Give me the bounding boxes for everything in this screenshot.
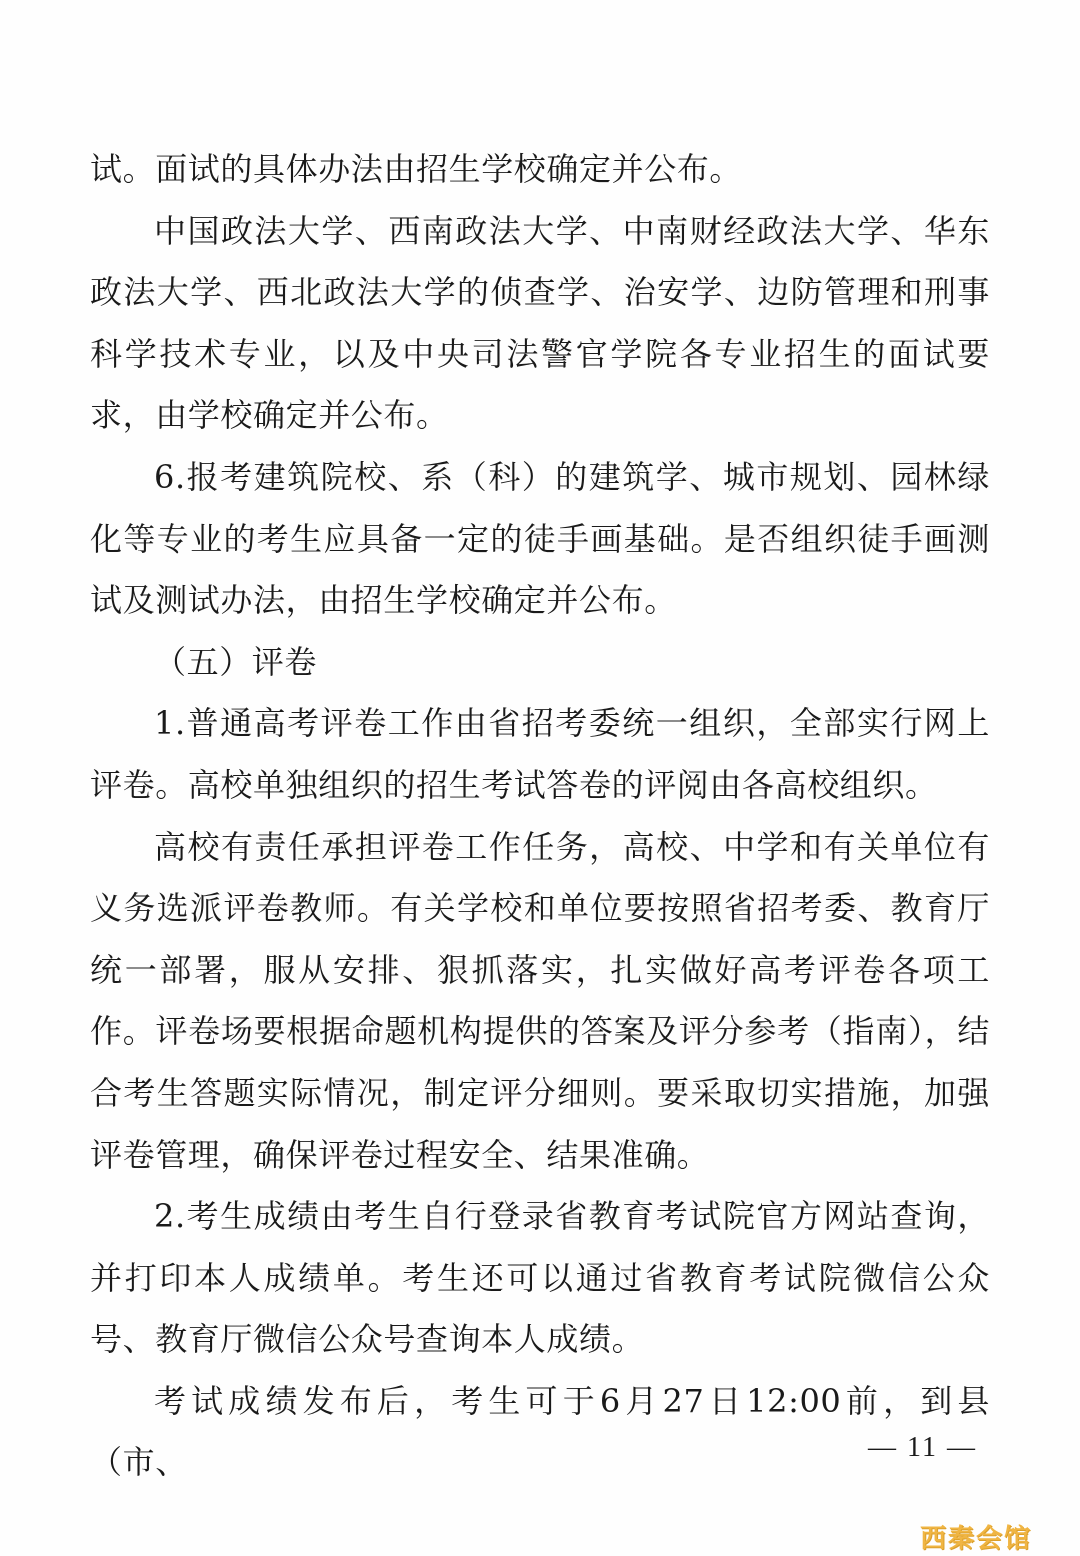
paragraph-online-grading: 1.普通高考评卷工作由省招考委统一组织，全部实行网上评卷。高校单独组织的招生考试答卷的评阅由各高校组织。	[90, 704, 990, 804]
page-number: — 11 —	[868, 1432, 977, 1463]
document-body	[90, 139, 990, 1494]
paragraph-grading-responsibility: 高校有责任承担评卷工作任务，高校、中学和有关单位有义务选派评卷教师。有关学校和单位要按照省招考委、教育厅统一部署，服从安排、狠抓落实，扎实做好高考评卷各项工作。评卷场要根据命题机构提供的答案及评分参考（指南），结合考生答题实际情况，制定评分细则。要采取切实措施，加强评卷管理，确保评卷过程安全、结果准确。	[90, 827, 990, 1174]
paragraph-score-release: 考试成绩发布后，考生可于6月27日12:00前，到县（市、	[90, 1381, 990, 1482]
paragraph-politics-law-universities: 中国政法大学、西南政法大学、中南财经政法大学、华东政法大学、西北政法大学的侦查学、治安学、边防管理和刑事科学技术专业，以及中央司法警官学院各专业招生的面试要求，由学校确定并公布。	[90, 211, 990, 435]
paragraph-score-query: 2.考生成绩由考生自行登录省教育考试院官方网站查询，并打印本人成绩单。考生还可以通过省教育考试院微信公众号、教育厅微信公众号查询本人成绩。	[90, 1197, 990, 1359]
paragraph-continuation: 试。面试的具体办法由招生学校确定并公布。	[90, 150, 743, 188]
section-heading-grading: （五）评卷	[154, 642, 318, 681]
paragraph-architecture-drawing: 6.报考建筑院校、系（科）的建筑学、城市规划、园林绿化等专业的考生应具备一定的徒手画基础。是否组织徒手画测试及测试办法，由招生学校确定并公布。	[90, 457, 990, 620]
watermark-text: 西秦会馆	[920, 1524, 1033, 1554]
watermark-logo	[920, 1518, 1032, 1555]
